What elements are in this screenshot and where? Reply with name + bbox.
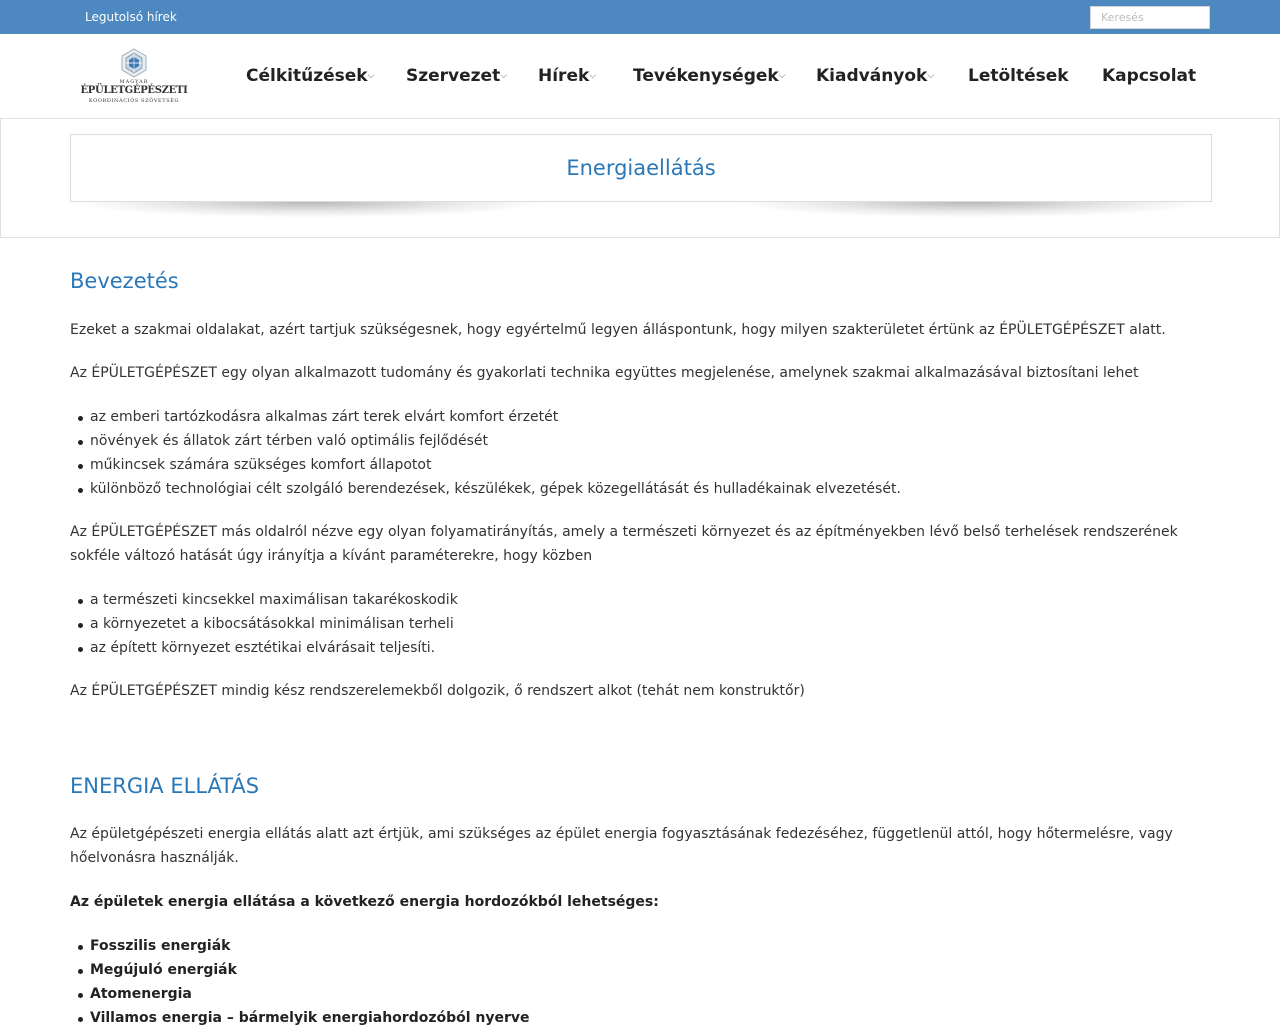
intro-list-2 xyxy=(70,588,1210,660)
energy-paragraph-2: Az épületek energia ellátása a következő energia hordozókból lehetséges: xyxy=(70,894,659,910)
nav-item-label: Hírek xyxy=(538,66,590,86)
nav-item-tevekenysegek[interactable] xyxy=(633,66,786,86)
nav-item-hirek[interactable] xyxy=(538,66,596,86)
chevron-down-icon: ⌵ xyxy=(927,71,935,81)
top-bar xyxy=(0,0,1280,34)
title-shadow-left xyxy=(70,202,550,218)
energy-paragraph-1: Az épületgépészeti energia ellátás alatt azt értjük, ami szükséges az épület energia fogyasztásának fedezéséhez, függetlenül attól, hogy hőtermelésre, vagy hőelvonásra használják. xyxy=(70,826,1173,866)
search-input[interactable] xyxy=(1090,6,1210,29)
nav-item-kapcsolat[interactable] xyxy=(1102,66,1196,86)
intro-paragraph-1: Ezeket a szakmai oldalakat, azért tartjuk szükségesnek, hogy egyértelmű legyen álláspontunk, hogy milyen szakterületet értünk az ÉPÜLETGÉPÉSZET alatt. xyxy=(70,322,1166,338)
chevron-down-icon: ⌵ xyxy=(367,71,375,81)
title-shadow-right xyxy=(731,202,1211,218)
nav-item-kiadvanyok[interactable] xyxy=(816,66,934,86)
page-title-band xyxy=(0,118,1280,238)
list-item: Megújuló energiák xyxy=(70,958,1210,982)
nav-item-szervezet[interactable] xyxy=(406,66,507,86)
list-item: az emberi tartózkodásra alkalmas zárt terek elvárt komfort érzetét xyxy=(70,405,1210,429)
chevron-down-icon: ⌵ xyxy=(589,71,597,81)
list-item: Villamos energia – bármelyik energiahordozóból nyerve xyxy=(70,1006,1210,1030)
nav-item-label: Kapcsolat xyxy=(1102,66,1197,86)
nav-item-label: Kiadványok xyxy=(816,66,928,86)
energy-list xyxy=(70,934,1210,1030)
page-title-box xyxy=(70,134,1212,202)
list-item: Atomenergia xyxy=(70,982,1210,1006)
energy-heading: ENERGIA ELLÁTÁS xyxy=(70,774,260,798)
list-item: műkincsek számára szükséges komfort állapotot xyxy=(70,453,1210,477)
intro-paragraph-4: Az ÉPÜLETGÉPÉSZET mindig kész rendszerelemekből dolgozik, ő rendszert alkot (tehát nem konstruktőr) xyxy=(70,683,805,699)
page-title: Energiaellátás xyxy=(566,156,716,180)
latest-news-link[interactable]: Legutolsó hírek xyxy=(85,10,177,24)
logo-text-bottom: KOORDINÁCIÓS SZÖVETSÉG xyxy=(88,98,180,104)
nav-item-celkituzesek[interactable] xyxy=(246,66,374,86)
list-item: az épített környezet esztétikai elvárásait teljesíti. xyxy=(70,636,1210,660)
intro-heading: Bevezetés xyxy=(70,269,179,293)
nav-item-label: Tevékenységek xyxy=(633,66,779,86)
list-item: növények és állatok zárt térben való optimális fejlődését xyxy=(70,429,1210,453)
nav-item-label: Célkitűzések xyxy=(246,66,368,86)
intro-paragraph-2: Az ÉPÜLETGÉPÉSZET egy olyan alkalmazott tudomány és gyakorlati technika együttes megjelenése, amelynek szakmai alkalmazásával biztosítani lehet xyxy=(70,365,1139,381)
list-item: a környezetet a kibocsátásokkal minimálisan terheli xyxy=(70,612,1210,636)
intro-paragraph-3: Az ÉPÜLETGÉPÉSZET más oldalról nézve egy olyan folyamatirányítás, amely a természeti környezet és az építményekben lévő belső terhelések rendszerének sokféle változó hatását úgy irányítja a kívánt paraméterekre, hogy közben xyxy=(70,524,1178,564)
intro-list-1 xyxy=(70,405,1210,501)
main-nav xyxy=(0,34,1280,118)
list-item: különböző technológiai célt szolgáló berendezések, készülékek, gépek közegellátását és hulladékainak elvezetését. xyxy=(70,477,1210,501)
logo-text-main: ÉPÜLETGÉPÉSZETI xyxy=(80,85,188,96)
list-item: Fosszilis energiák xyxy=(70,934,1210,958)
logo-text-top: MAGYAR xyxy=(119,79,149,85)
nav-item-label: Szervezet xyxy=(406,66,501,86)
nav-item-letoltesek[interactable] xyxy=(968,66,1069,86)
chevron-down-icon: ⌵ xyxy=(500,71,508,81)
nav-item-label: Letöltések xyxy=(968,66,1069,86)
site-header xyxy=(0,34,1280,118)
chevron-down-icon: ⌵ xyxy=(778,71,786,81)
list-item: a természeti kincsekkel maximálisan takarékoskodik xyxy=(70,588,1210,612)
